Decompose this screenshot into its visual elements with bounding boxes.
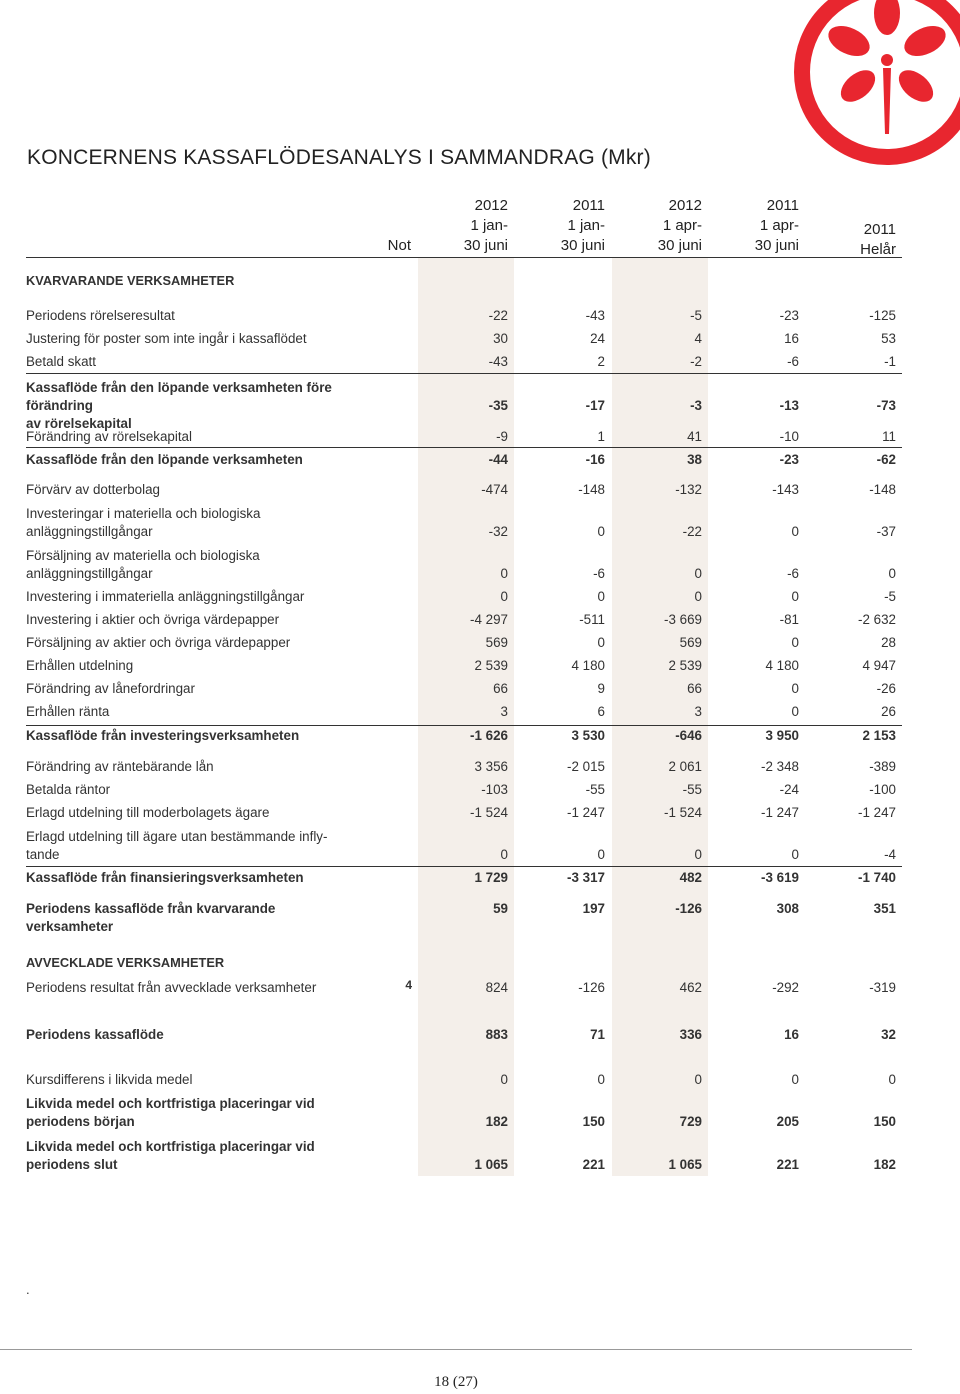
cell-value: -62 — [876, 452, 896, 467]
cell-value: 2 539 — [668, 658, 702, 673]
cell-value: -126 — [675, 901, 702, 916]
row-label-line: KVARVARANDE VERKSAMHETER — [26, 273, 235, 288]
row-label-line: Förvärv av dotterbolag — [26, 482, 160, 497]
header-col-2011-helar: 2011 Helår — [860, 221, 896, 258]
cell-value: 38 — [687, 452, 702, 467]
row-label — [26, 547, 366, 583]
cell-value: -389 — [869, 759, 896, 774]
row-label — [26, 428, 366, 446]
cell-value: -148 — [869, 482, 896, 497]
row-label-line: anläggningstillgångar — [26, 566, 153, 581]
row-forvarv-dotterbolag — [0, 477, 960, 503]
row-periodens-kf-kvarvarande — [0, 896, 960, 934]
row-label — [26, 680, 366, 698]
cell-value: 30 — [493, 331, 508, 346]
cell-value: 0 — [694, 589, 702, 604]
cell-value: 11 — [882, 429, 896, 444]
cell-value: -3 — [690, 398, 702, 413]
cell-value: -2 348 — [761, 759, 799, 774]
row-label-line: periodens slut — [26, 1157, 118, 1172]
header-col-2012-apr-jun: 2012 1 apr- 30 juni — [657, 197, 702, 254]
row-label — [26, 451, 366, 469]
cell-value: -81 — [779, 612, 799, 627]
row-sec-avvecklade — [0, 950, 960, 976]
cell-value: 482 — [679, 870, 702, 885]
cell-value: -23 — [779, 308, 799, 323]
cell-value: 2 539 — [474, 658, 508, 673]
cell-value: 0 — [791, 847, 799, 862]
cell-value: 824 — [485, 980, 508, 995]
row-label-line: tande — [26, 847, 60, 862]
cell-value: 569 — [679, 635, 702, 650]
cell-value: -3 619 — [761, 870, 799, 885]
row-label-line: Likvida medel och kortfristiga placeringar vid — [26, 1139, 315, 1154]
cell-value: -103 — [481, 782, 508, 797]
cell-value: 0 — [597, 524, 605, 539]
cell-value: 53 — [881, 331, 896, 346]
cell-value: 4 — [694, 331, 702, 346]
note-reference: 4 — [405, 978, 412, 992]
cell-value: 336 — [679, 1027, 702, 1042]
cell-value: 0 — [597, 635, 605, 650]
row-label-line: Erlagd utdelning till moderbolagets ägare — [26, 805, 270, 820]
header-col-2011-jan-jun: 2011 1 jan- 30 juni — [560, 197, 605, 254]
cell-value: -143 — [772, 482, 799, 497]
cell-value: 3 — [500, 704, 508, 719]
row-label-line: Investeringar i materiella och biologiska — [26, 506, 261, 521]
cell-value: 2 061 — [668, 759, 702, 774]
row-investeringar-materiella — [0, 501, 960, 545]
cell-value: -1 247 — [567, 805, 605, 820]
footer-rule — [0, 1349, 912, 1350]
row-label-line: Kassaflöde från finansieringsverksamheten — [26, 870, 304, 885]
row-label — [26, 869, 366, 887]
cell-value: 0 — [791, 704, 799, 719]
cell-value: 462 — [679, 980, 702, 995]
cell-value: 2 153 — [862, 728, 896, 743]
cell-value: -44 — [488, 452, 508, 467]
header-rule — [26, 257, 902, 258]
cell-value: 3 356 — [474, 759, 508, 774]
row-label-line: Försäljning av aktier och övriga värdepapper — [26, 635, 291, 650]
row-label-line: Erlagd utdelning till ägare utan bestämmande infly- — [26, 829, 328, 844]
cell-value: 729 — [679, 1114, 702, 1129]
cell-value: -55 — [585, 782, 605, 797]
row-label-line: Kursdifferens i likvida medel — [26, 1072, 193, 1087]
row-label — [26, 657, 366, 675]
cell-value: 4 180 — [765, 658, 799, 673]
cell-value: -2 015 — [567, 759, 605, 774]
cell-value: 221 — [582, 1157, 605, 1172]
cell-value: 32 — [881, 1027, 896, 1042]
cell-value: -43 — [585, 308, 605, 323]
page-title: KONCERNENS KASSAFLÖDESANALYS I SAMMANDRAG (Mkr) — [27, 146, 651, 169]
cell-value: -16 — [585, 452, 605, 467]
row-label — [26, 727, 366, 745]
cell-value: 1 065 — [474, 1157, 508, 1172]
cell-value: -55 — [682, 782, 702, 797]
cell-value: -319 — [869, 980, 896, 995]
cell-value: 3 — [694, 704, 702, 719]
row-label-line: Betalda räntor — [26, 782, 111, 797]
cell-value: 0 — [791, 1072, 799, 1087]
cell-value: -1 740 — [858, 870, 896, 885]
cell-value: -26 — [876, 681, 896, 696]
row-erlagd-utdelning-inflytande — [0, 824, 960, 868]
cell-value: 150 — [873, 1114, 896, 1129]
row-label-line: Erhållen utdelning — [26, 658, 134, 673]
cell-value: -4 297 — [470, 612, 508, 627]
cell-value: -24 — [779, 782, 799, 797]
cell-value: -32 — [488, 524, 508, 539]
cell-value: -511 — [579, 612, 605, 627]
cell-value: 4 947 — [862, 658, 896, 673]
cell-value: -148 — [578, 482, 605, 497]
cell-value: -2 — [690, 354, 702, 369]
row-kf-fore-forandring — [0, 375, 960, 431]
cell-value: 28 — [881, 635, 896, 650]
cell-value: -646 — [675, 728, 702, 743]
row-label-line: Kassaflöde från den löpande verksamheten före förändring — [26, 380, 332, 413]
row-label — [26, 481, 366, 499]
cell-value: 9 — [597, 681, 605, 696]
row-periodens-kassaflode — [0, 1022, 960, 1048]
row-label — [26, 703, 366, 721]
row-label — [26, 307, 366, 325]
row-label — [26, 634, 366, 652]
cell-value: 16 — [784, 1027, 799, 1042]
cell-value: -43 — [488, 354, 508, 369]
row-kf-finansiering — [0, 865, 960, 891]
cell-value: -6 — [593, 566, 605, 581]
cell-value: -17 — [585, 398, 605, 413]
cell-value: 24 — [590, 331, 605, 346]
row-label-line: AVVECKLADE VERKSAMHETER — [26, 955, 225, 970]
row-label — [26, 330, 366, 348]
row-label-line: Försäljning av materiella och biologiska — [26, 548, 260, 563]
cell-value: -9 — [496, 429, 508, 444]
row-likvida-borjan — [0, 1091, 960, 1135]
cell-value: -23 — [779, 452, 799, 467]
cell-value: -125 — [869, 308, 896, 323]
row-label-line: Kassaflöde från investeringsverksamheten — [26, 728, 300, 743]
cell-value: -126 — [578, 980, 605, 995]
cell-value: -3 317 — [567, 870, 605, 885]
row-kursdifferens — [0, 1067, 960, 1093]
row-label — [26, 505, 366, 541]
cell-value: 0 — [694, 847, 702, 862]
row-label — [26, 1095, 366, 1131]
cell-value: -22 — [488, 308, 508, 323]
cell-value: -474 — [481, 482, 508, 497]
row-label-line: Erhållen ränta — [26, 704, 110, 719]
cell-value: -5 — [884, 589, 896, 604]
cell-value: 66 — [493, 681, 508, 696]
row-label-line: Förändring av rörelsekapital — [26, 429, 192, 444]
cell-value: -1 626 — [470, 728, 508, 743]
cell-value: 0 — [500, 589, 508, 604]
cell-value: 883 — [485, 1027, 508, 1042]
row-label-line: av rörelsekapital — [26, 416, 132, 431]
cell-value: 0 — [500, 1072, 508, 1087]
row-label — [26, 954, 366, 972]
cell-value: -2 632 — [858, 612, 896, 627]
cell-value: -13 — [779, 398, 799, 413]
cell-value: 0 — [597, 589, 605, 604]
cell-value: 0 — [597, 847, 605, 862]
cell-value: -37 — [876, 524, 896, 539]
footer-dot: . — [26, 1282, 30, 1297]
cell-value: -132 — [675, 482, 702, 497]
row-label — [26, 353, 366, 371]
cell-value: 0 — [694, 566, 702, 581]
cell-value: 0 — [500, 847, 508, 862]
row-likvida-slut — [0, 1134, 960, 1178]
row-label-line: periodens början — [26, 1114, 135, 1129]
row-forsaljning-materiella — [0, 543, 960, 587]
cell-value: 182 — [485, 1114, 508, 1129]
cell-value: 221 — [776, 1157, 799, 1172]
cell-value: -4 — [884, 847, 896, 862]
row-sec-kvarvarande — [0, 268, 960, 294]
cell-value: 4 180 — [571, 658, 605, 673]
cell-value: 71 — [590, 1027, 605, 1042]
cell-value: 1 729 — [474, 870, 508, 885]
cell-value: -292 — [772, 980, 799, 995]
cell-value: 0 — [500, 566, 508, 581]
row-label — [26, 781, 366, 799]
row-label — [26, 804, 366, 822]
row-label — [26, 979, 366, 997]
row-label-line: Investering i immateriella anläggningstillgångar — [26, 589, 305, 604]
row-label-line: Periodens kassaflöde — [26, 1027, 164, 1042]
cell-value: 59 — [493, 901, 508, 916]
cell-value: -100 — [869, 782, 896, 797]
cell-value: -1 — [884, 354, 896, 369]
cell-value: -3 669 — [664, 612, 702, 627]
cell-value: -6 — [787, 354, 799, 369]
row-label — [26, 1071, 366, 1089]
cell-value: 6 — [597, 704, 605, 719]
row-label-line: Förändring av lånefordringar — [26, 681, 195, 696]
cell-value: 150 — [582, 1114, 605, 1129]
cell-value: 2 — [597, 354, 605, 369]
row-label — [26, 272, 366, 290]
row-label — [26, 611, 366, 629]
header-col-2012-jan-jun: 2012 1 jan- 30 juni — [463, 197, 508, 254]
row-label-line: Investering i aktier och övriga värdepapper — [26, 612, 280, 627]
cell-value: -6 — [787, 566, 799, 581]
header-not: Not — [387, 237, 411, 254]
header-col-2011-apr-jun: 2011 1 apr- 30 juni — [754, 197, 799, 254]
row-label-line: anläggningstillgångar — [26, 524, 153, 539]
cell-value: 182 — [873, 1157, 896, 1172]
cell-value: 3 530 — [571, 728, 605, 743]
cell-value: 1 — [597, 429, 605, 444]
row-erlagd-utdelning-moder — [0, 800, 960, 826]
row-label-line: Periodens kassaflöde från kvarvarande verksamheter — [26, 901, 276, 934]
cell-value: 0 — [694, 1072, 702, 1087]
logo-flower-icon — [770, 0, 960, 180]
row-kf-investering — [0, 723, 960, 749]
cell-value: 3 950 — [765, 728, 799, 743]
row-label — [26, 1138, 366, 1174]
row-erhallen-ranta — [0, 699, 960, 725]
cell-value: -22 — [682, 524, 702, 539]
cell-value: 0 — [888, 1072, 896, 1087]
cell-value: 41 — [687, 429, 702, 444]
page-number: 18 (27) — [434, 1374, 478, 1390]
row-label-line: Justering för poster som inte ingår i kassaflödet — [26, 331, 307, 346]
cell-value: 0 — [597, 1072, 605, 1087]
cell-value: 26 — [881, 704, 896, 719]
row-betald-skatt — [0, 349, 960, 375]
cell-value: 0 — [791, 524, 799, 539]
row-label — [26, 828, 366, 864]
cell-value: 308 — [776, 901, 799, 916]
row-label-line: Förändring av räntebärande lån — [26, 759, 214, 774]
cell-value: 1 065 — [668, 1157, 702, 1172]
row-label-line: Betald skatt — [26, 354, 96, 369]
cell-value: 0 — [791, 635, 799, 650]
row-label-line: Likvida medel och kortfristiga placeringar vid — [26, 1096, 315, 1111]
row-label — [26, 588, 366, 606]
cell-value: 0 — [791, 589, 799, 604]
row-label-line: Kassaflöde från den löpande verksamheten — [26, 452, 303, 467]
cell-value: -73 — [876, 398, 896, 413]
cell-value: 16 — [784, 331, 799, 346]
row-label-line: Periodens rörelseresultat — [26, 308, 175, 323]
cell-value: -1 247 — [761, 805, 799, 820]
cell-value: 351 — [873, 901, 896, 916]
cell-value: -10 — [779, 429, 799, 444]
cell-value: 0 — [888, 566, 896, 581]
cell-value: -1 524 — [664, 805, 702, 820]
row-kf-lopande — [0, 447, 960, 473]
row-label — [26, 1026, 366, 1044]
cell-value: -35 — [488, 398, 508, 413]
row-label — [26, 900, 366, 936]
cell-value: 0 — [791, 681, 799, 696]
row-label-line: Periodens resultat från avvecklade verksamheter — [26, 980, 317, 995]
row-resultat-avvecklade — [0, 975, 960, 1001]
cell-value: -5 — [690, 308, 702, 323]
cell-value: -1 247 — [858, 805, 896, 820]
cell-value: 569 — [485, 635, 508, 650]
cell-value: 197 — [582, 901, 605, 916]
cell-value: 205 — [776, 1114, 799, 1129]
row-label — [26, 758, 366, 776]
cell-value: 66 — [687, 681, 702, 696]
cell-value: -1 524 — [470, 805, 508, 820]
